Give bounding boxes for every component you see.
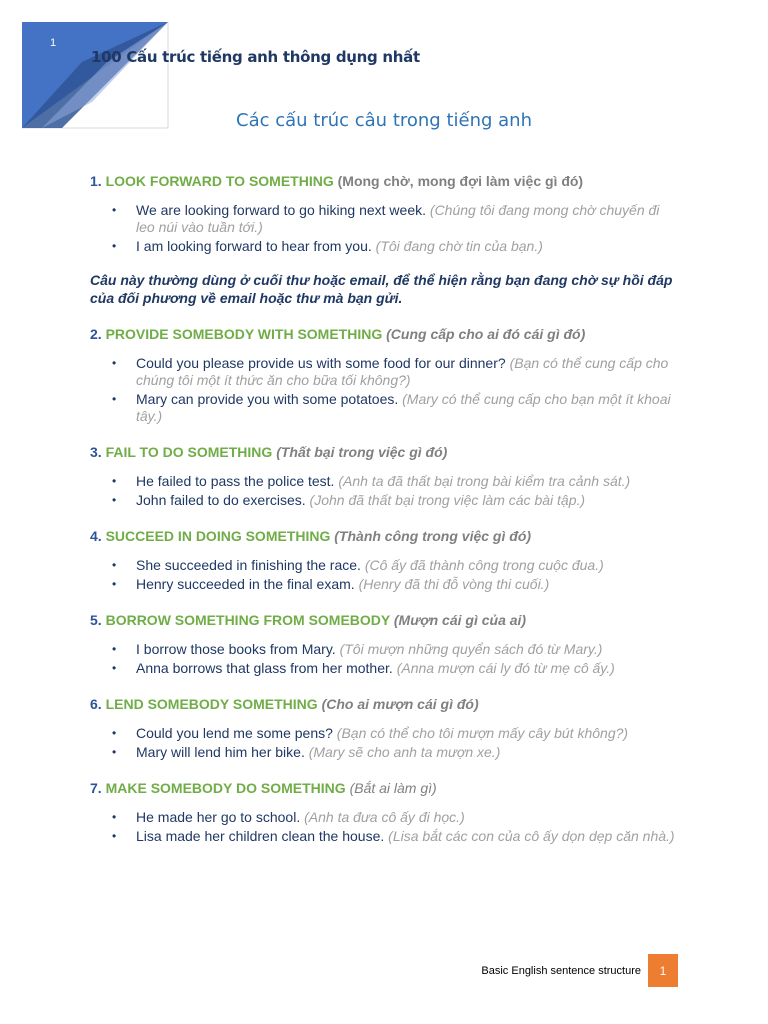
section-number: 1.	[90, 173, 102, 189]
section-translation: (Cho ai mượn cái gì đó)	[321, 696, 479, 712]
list-item	[90, 660, 680, 677]
example-en: Anna borrows that glass from her mother.	[136, 660, 393, 676]
section-title	[90, 527, 680, 545]
section-title	[90, 443, 680, 461]
page-title: Các cấu trúc câu trong tiếng anh	[236, 110, 532, 131]
example-vi: (Henry đã thi đỗ vòng thi cuối.)	[358, 576, 550, 592]
example-vi: (Anh ta đã thất bại trong bài kiểm tra cảnh sát.)	[338, 473, 631, 489]
section-title	[90, 325, 680, 343]
section-translation: (Bắt ai làm gì)	[349, 780, 437, 796]
list-item	[90, 725, 680, 742]
list-item	[90, 202, 680, 236]
example-en: Mary will lend him her bike.	[136, 744, 305, 760]
example-list	[90, 725, 680, 761]
section-translation: (Mượn cái gì của ai)	[393, 612, 527, 628]
list-item	[90, 828, 680, 845]
section-title	[90, 172, 680, 190]
example-en: Could you please provide us with some food for our dinner?	[136, 355, 506, 371]
list-item	[90, 557, 680, 574]
list-item	[90, 744, 680, 761]
section-phrase: PROVIDE SOMEBODY WITH SOMETHING	[105, 326, 383, 342]
list-item	[90, 238, 680, 255]
example-en: She succeeded in finishing the race.	[136, 557, 361, 573]
example-list	[90, 641, 680, 677]
example-list	[90, 355, 680, 425]
example-list	[90, 202, 680, 255]
section-number: 2.	[90, 326, 102, 342]
section-phrase: MAKE SOMEBODY DO SOMETHING	[105, 780, 346, 796]
section-translation: (Mong chờ, mong đợi làm việc gì đó)	[337, 173, 584, 189]
example-en: Mary can provide you with some potatoes.	[136, 391, 399, 407]
content	[90, 172, 680, 863]
section-phrase: FAIL TO DO SOMETHING	[105, 444, 273, 460]
example-en: We are looking forward to go hiking next week.	[136, 202, 427, 218]
example-vi: (Chúng tôi đang mong chờ chuyến đi leo núi vào tuần tới.)	[136, 202, 660, 235]
example-vi: (Anna mượn cái ly đó từ mẹ cô ấy.)	[396, 660, 615, 676]
example-en: He failed to pass the police test.	[136, 473, 335, 489]
list-item	[90, 473, 680, 490]
section-7	[90, 779, 680, 845]
section-title	[90, 611, 680, 629]
document-header: 100 Cấu trúc tiếng anh thông dụng nhất	[91, 48, 420, 66]
section-number: 7.	[90, 780, 102, 796]
list-item	[90, 576, 680, 593]
list-item	[90, 391, 680, 425]
corner-page-number: 1	[50, 37, 57, 49]
example-vi: (Cô ấy đã thành công trong cuộc đua.)	[364, 557, 604, 573]
example-list	[90, 809, 680, 845]
section-note: Câu này thường dùng ở cuối thư hoặc email, để thể hiện rằng bạn đang chờ sự hồi đáp của đối phương về email hoặc thư mà bạn gửi.	[90, 272, 673, 306]
section-title	[90, 779, 680, 797]
example-list	[90, 557, 680, 593]
list-item	[90, 492, 680, 509]
example-en: I am looking forward to hear from you.	[136, 238, 372, 254]
example-en: Henry succeeded in the final exam.	[136, 576, 355, 592]
section-translation: (Cung cấp cho ai đó cái gì đó)	[386, 326, 586, 342]
list-item	[90, 809, 680, 826]
section-4	[90, 527, 680, 593]
section-number: 4.	[90, 528, 102, 544]
example-en: Could you lend me some pens?	[136, 725, 333, 741]
section-number: 6.	[90, 696, 102, 712]
list-item	[90, 355, 680, 389]
example-vi: (Tôi mượn những quyển sách đó từ Mary.)	[339, 641, 603, 657]
example-vi: (Bạn có thể cho tôi mượn mấy cây bút không?)	[336, 725, 629, 741]
footer-text: Basic English sentence structure	[481, 965, 641, 977]
section-phrase: LEND SOMEBODY SOMETHING	[105, 696, 318, 712]
example-list	[90, 473, 680, 509]
section-6	[90, 695, 680, 761]
example-en: I borrow those books from Mary.	[136, 641, 336, 657]
section-number: 3.	[90, 444, 102, 460]
section-translation: (Thành công trong việc gì đó)	[334, 528, 532, 544]
example-vi: (Mary sẽ cho anh ta mượn xe.)	[308, 744, 501, 760]
example-vi: (Lisa bắt các con của cô ấy dọn dẹp căn nhà.)	[388, 828, 675, 844]
example-en: Lisa made her children clean the house.	[136, 828, 385, 844]
example-en: He made her go to school.	[136, 809, 301, 825]
list-item	[90, 641, 680, 658]
section-3	[90, 443, 680, 509]
example-vi: (Mary có thể cung cấp cho bạn một ít khoai tây.)	[136, 391, 671, 424]
section-number: 5.	[90, 612, 102, 628]
example-vi: (Bạn có thể cung cấp cho chúng tôi một ít thức ăn cho bữa tối không?)	[136, 355, 669, 388]
section-title	[90, 695, 680, 713]
example-vi: (Anh ta đưa cô ấy đi học.)	[304, 809, 465, 825]
section-1	[90, 172, 680, 307]
example-en: John failed to do exercises.	[136, 492, 306, 508]
section-phrase: LOOK FORWARD TO SOMETHING	[105, 173, 334, 189]
example-vi: (Tôi đang chờ tin của bạn.)	[375, 238, 543, 254]
section-phrase: BORROW SOMETHING FROM SOMEBODY	[105, 612, 390, 628]
section-2	[90, 325, 680, 425]
section-phrase: SUCCEED IN DOING SOMETHING	[105, 528, 331, 544]
footer-page-number: 1	[648, 954, 678, 987]
section-5	[90, 611, 680, 677]
section-translation: (Thất bại trong việc gì đó)	[276, 444, 448, 460]
example-vi: (John đã thất bại trong việc làm các bài tập.)	[309, 492, 586, 508]
